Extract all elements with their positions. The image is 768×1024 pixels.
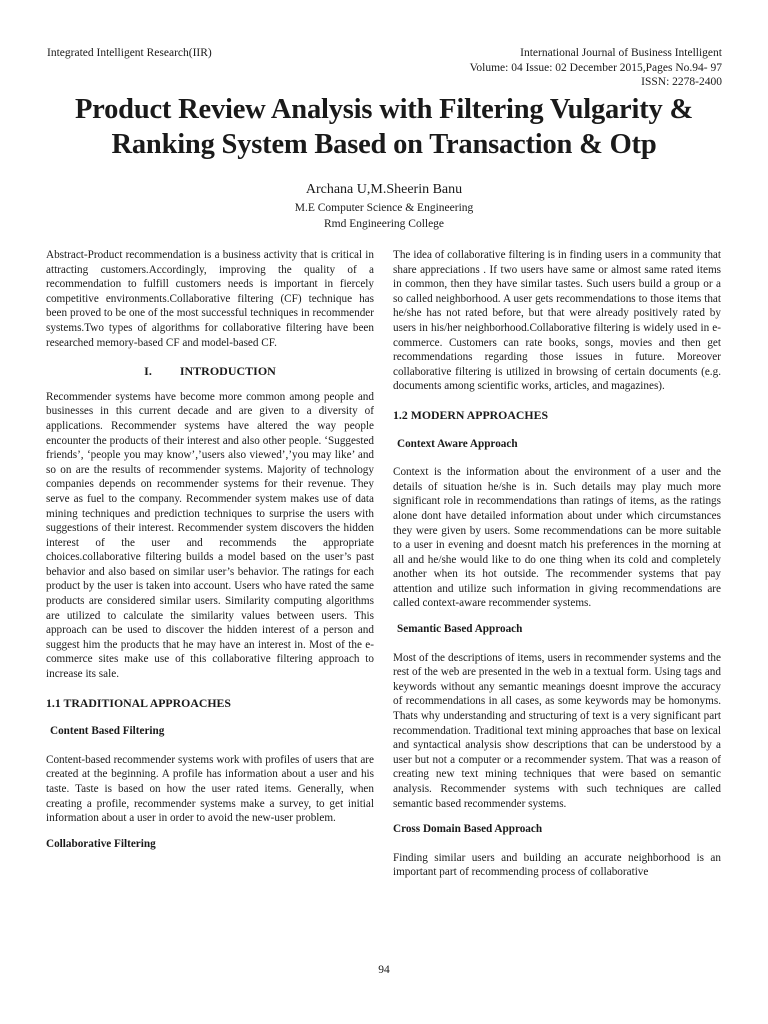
section-title: INTRODUCTION	[179, 364, 276, 379]
heading-semantic-based: Semantic Based Approach	[397, 623, 523, 636]
heading-content-based-filtering: Content Based Filtering	[50, 725, 165, 738]
section-number: I.	[144, 364, 152, 379]
affiliation-dept: M.E Computer Science & Engineering	[294, 202, 474, 214]
authors: Archana U,M.Sheerin Banu	[305, 182, 463, 197]
subsection-heading-traditional: 1.1 TRADITIONAL APPROACHES	[46, 695, 231, 710]
page-number: 94	[378, 964, 390, 976]
running-header-left: Integrated Intelligent Research(IIR)	[47, 47, 212, 59]
heading-context-aware: Context Aware Approach	[397, 437, 518, 450]
title-line-1: Product Review Analysis with Filtering Vulgarity &	[74, 94, 694, 125]
left-column	[46, 248, 374, 865]
context-aware-paragraph: Context is the information about the environment of a user and the details of situation he/she is in. Such details may play much more significant role in recommendations than ratings of items, as the ratings alone dont have detailed information about under which circumstances they were given by users. Some recommendations can be more suitable to a user in evening and doesnt match his preferences in the morning at all and he/she would like to do one thing when its cold and completely another when its hot outside. The recommender systems that pay attention and utilize such information in giving recommendations are called context-aware recommender systems.	[393, 466, 721, 610]
journal-name: International Journal of Business Intelligent	[520, 47, 722, 59]
section-heading-introduction	[46, 364, 374, 379]
heading-collaborative-filtering: Collaborative Filtering	[46, 837, 156, 850]
abstract: Abstract-Product recommendation is a business activity that is critical in attracting customers.Accordingly, improving the quality of a recommendation to fulfill customers needs is important in fiercely competitive environments.Collaborative filtering (CF) technique has been proved to be one of the most successful techniques in recommender systems.Two types of algorithms for collaborative filtering have been researched memory-based CF and model-based CF.	[46, 249, 374, 349]
right-column	[393, 248, 721, 891]
semantic-based-paragraph: Most of the descriptions of items, users in recommender systems and the rest of the web are presented in the web in a textual form. Using tags and keywords without any semantic meanings doesnt improve the accuracy of recommendations in all cases, as some keywords may be homonyms. Thats why understanding and structuring of text is a very significant part recommendation. Traditional text mining approaches that base on lexical and syntactical analysis show descriptions that can be understood by a user but not a computer or a recommender system. That was a reason of creating new text mining techniques that were based on semantic analysis. Recommender systems with such techniques are called semantic based recommender systems.	[393, 651, 721, 810]
heading-cross-domain: Cross Domain Based Approach	[393, 823, 543, 836]
paper-title	[30, 92, 738, 162]
title-line-2: Ranking System Based on Transaction & Otp	[111, 129, 657, 160]
volume-info: Volume: 04 Issue: 02 December 2015,Pages No.94- 97	[469, 61, 722, 74]
issn: ISSN: 2278-2400	[641, 76, 722, 88]
running-header-right	[422, 46, 722, 90]
collaborative-paragraph: The idea of collaborative filtering is in finding users in a community that share appreciations . If two users have same or almost same rated items in common, then they have similar tastes. Such users build a group or a so called neighborhood. A user gets recommendations to those items that he/she has not rated before, but that were already positively rated by users in his/her neighborhood.Collaborative filtering is widely used in e-commerce. Customers can rate books, songs, movies and then get recommendations regarding those issues in future. Moreover collaborative filtering is utilized in browsing of certain documents (e.g. documents among scientific works, articles, and magazines).	[393, 249, 721, 393]
affiliation-college: Rmd Engineering College	[323, 218, 445, 230]
introduction-paragraph: Recommender systems have become more common among people and businesses in this current decade and are given to a diversity of applications. Recommender systems have altered the way people encounter the products of their interest and also other people. ‘Suggested friends’, ‘people you may know’,’users also viewed’,’you may like’ and so on are the results of recommender systems. Majority of technology companies depends on recommender systems for their revenue. They serve as fuel to the company. Recommender system makes use of data mining techniques and prediction techniques to surprise the users with suggestions of their interest. Recommender system discovers the hidden interest of the user and recommends the appropriate choices.collaborative filtering builds a model based on the user’s past behavior and also based on similar user’s behavior. The ratings for each product by the user is taken into account. Users who have rated the same products are considered similar users. Similarity computing algorithms are utilized to calculate the similarity values between users. This approach can be used to discover the hidden interest of a person and suggest him the products that he may have an interest in. Most of the e-commerce sites make use of this collaborative filtering approach to increase its sale.	[46, 390, 374, 681]
cross-domain-paragraph: Finding similar users and building an accurate neighborhood is an important part of recommending process of collaborative	[393, 851, 721, 879]
content-based-paragraph: Content-based recommender systems work with profiles of users that are created at the beginning. A profile has information about a user and his taste. Taste is based on how the user rated items. Generally, when creating a profile, recommender systems make a survey, to get initial information about a user in order to avoid the new-user problem.	[46, 753, 374, 825]
subsection-heading-modern: 1.2 MODERN APPROACHES	[393, 407, 549, 422]
